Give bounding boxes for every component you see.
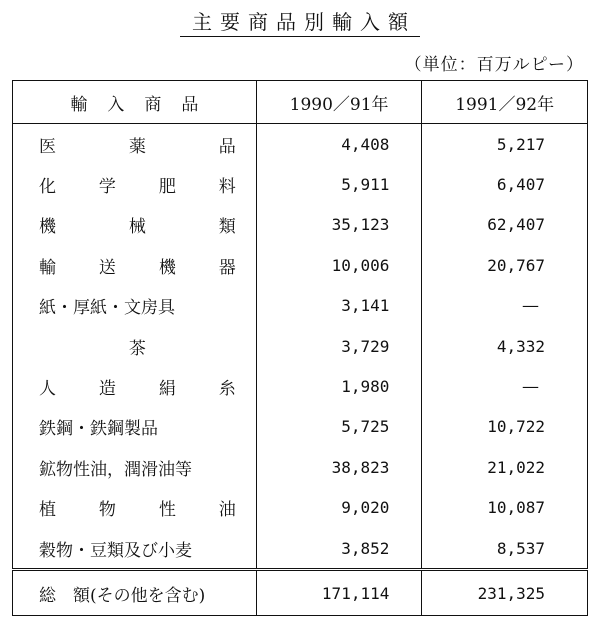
commodity-name: 人 造 絹 糸 — [39, 379, 236, 400]
value-1990: 3,852 — [256, 528, 422, 570]
commodity-name: 医 薬 品 — [39, 136, 236, 157]
value-1990: 4,408 — [256, 124, 422, 165]
table-row — [13, 286, 588, 326]
value-1991: 62,407 — [422, 205, 588, 245]
commodity-name: 鉄鋼・鉄鋼製品 — [39, 419, 158, 440]
value-1991: — — [422, 286, 588, 326]
value-1991: 10,087 — [422, 488, 588, 528]
title-text: 主要商品別輸入額 — [180, 10, 420, 37]
value-1990: 35,123 — [256, 205, 422, 245]
value-1991: 4,332 — [422, 326, 588, 366]
total-label: 総 額(その他を含む) — [13, 570, 257, 616]
page-title — [0, 6, 600, 35]
header-commodity: 輸 入 商 品 — [13, 81, 257, 124]
table-row — [13, 366, 588, 406]
commodity-name: 輸 送 機 器 — [39, 257, 236, 278]
value-1991: 10,722 — [422, 407, 588, 447]
table-row — [13, 488, 588, 528]
value-1990: 10,006 — [256, 245, 422, 285]
total-1991: 231,325 — [422, 570, 588, 616]
value-1991: 5,217 — [422, 124, 588, 165]
commodity-name: 植 物 性 油 — [39, 500, 236, 521]
value-1991: 6,407 — [422, 164, 588, 204]
value-1990: 5,725 — [256, 407, 422, 447]
unit-note: （単位：百万ルピー） — [404, 55, 584, 75]
value-1990: 5,911 — [256, 164, 422, 204]
value-1991: 8,537 — [422, 528, 588, 570]
table-row — [13, 528, 588, 570]
table-row — [13, 124, 588, 165]
value-1991: 20,767 — [422, 245, 588, 285]
commodity-name: 茶 — [128, 338, 146, 359]
header-row — [13, 81, 588, 124]
value-1990: 3,729 — [256, 326, 422, 366]
commodity-name: 紙・厚紙・文房具 — [39, 298, 175, 319]
header-year-1990: 1990／91年 — [256, 81, 422, 124]
value-1991: 21,022 — [422, 447, 588, 487]
table-body — [13, 124, 588, 570]
table-row — [13, 245, 588, 285]
import-table — [12, 80, 588, 616]
total-row — [13, 570, 588, 616]
table-row — [13, 447, 588, 487]
value-1990: 3,141 — [256, 286, 422, 326]
table-row — [13, 407, 588, 447]
value-1991: — — [422, 366, 588, 406]
value-1990: 9,020 — [256, 488, 422, 528]
table-row — [13, 326, 588, 366]
commodity-name: 穀物・豆類及び小麦 — [39, 540, 192, 561]
commodity-name: 化 学 肥 料 — [39, 177, 236, 198]
commodity-name: 機 械 類 — [39, 217, 236, 238]
header-year-1991: 1991／92年 — [422, 81, 588, 124]
table-row — [13, 164, 588, 204]
commodity-name: 鉱物性油，潤滑油等 — [39, 459, 192, 480]
value-1990: 1,980 — [256, 366, 422, 406]
table-row — [13, 205, 588, 245]
value-1990: 38,823 — [256, 447, 422, 487]
total-1990: 171,114 — [256, 570, 422, 616]
